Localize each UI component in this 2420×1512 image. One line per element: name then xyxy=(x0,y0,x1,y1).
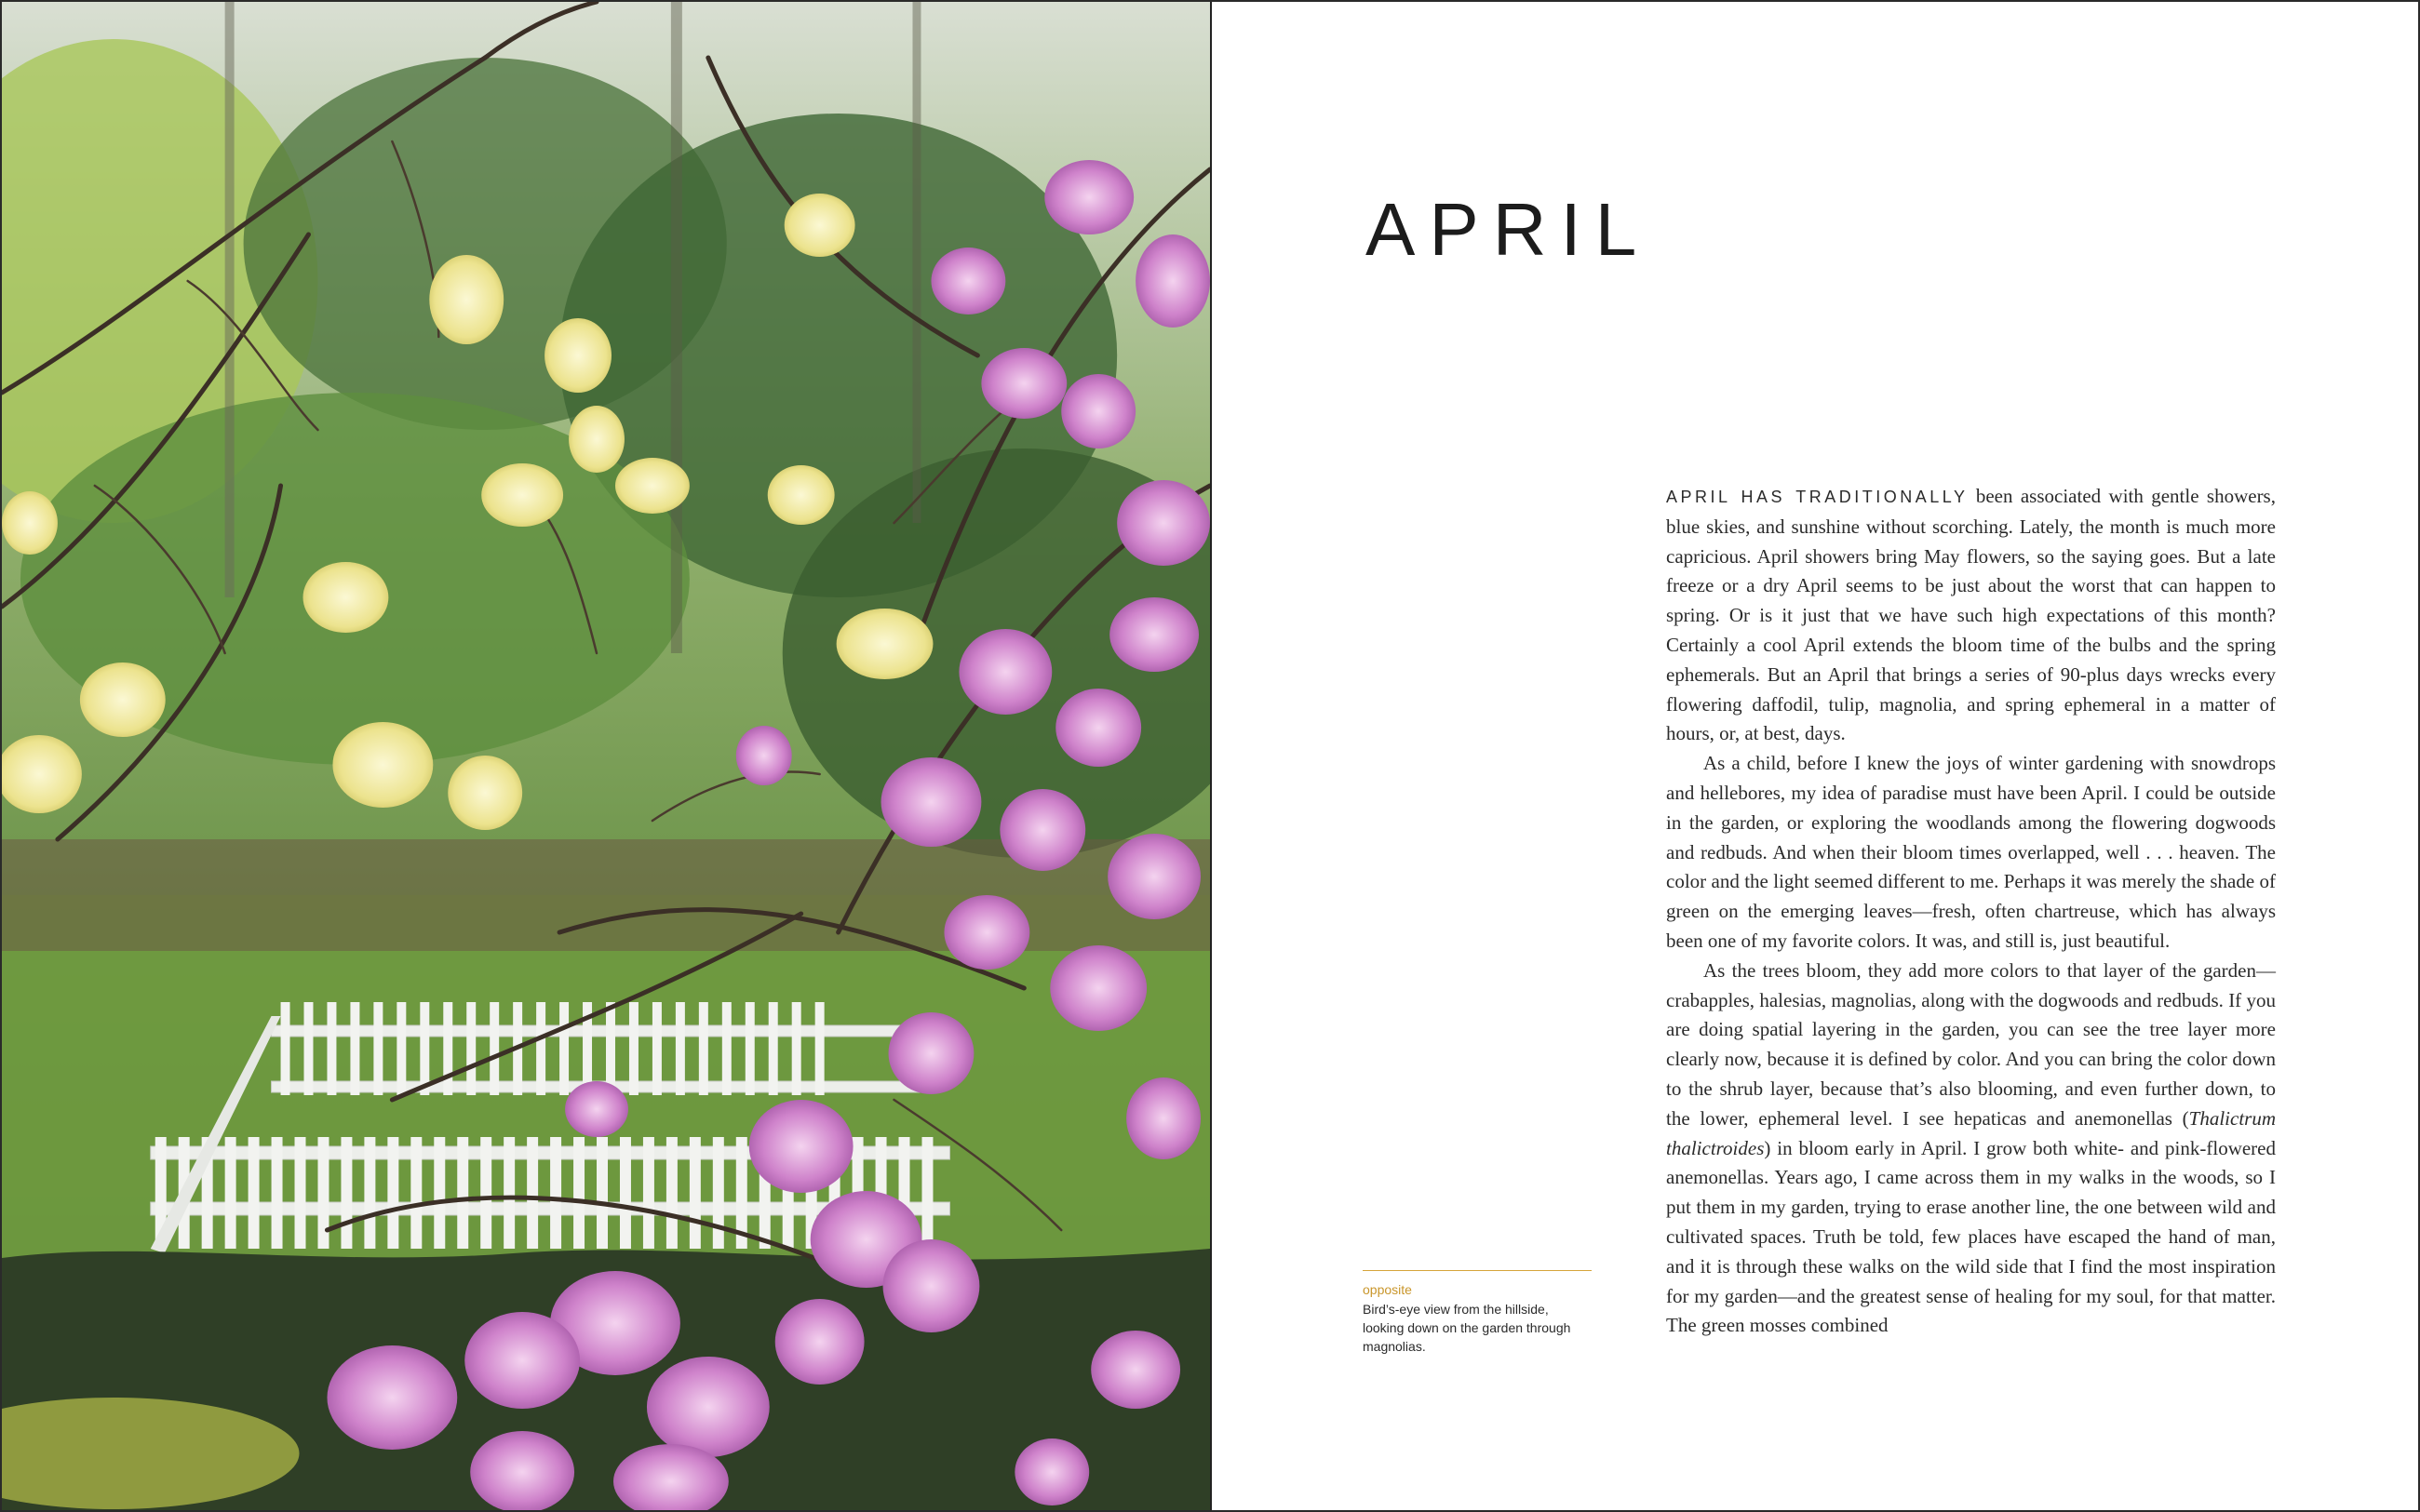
caption-label: opposite xyxy=(1363,1282,1412,1297)
paragraph-1-text: been associated with gentle showers, blue skies, and sunshine without scorching. Lately, the month is much more capricious. April showers bring May flowers, so the saying goes. But a late freeze or a dry April seems to be just about the worst that can happen to spring. Or is it just that we have such high expectations of this month? Certainly a cool April extends the bloom time of the bulbs and the spring ephemerals. But an April that brings a series of 90-plus days wrecks every flowering daffodil, tulip, magnolia, and spring ephemeral in a matter of hours, or, at best, days. xyxy=(1666,485,2276,745)
caption-text: Bird’s-eye view from the hillside, looking down on the garden through magnolias. xyxy=(1363,1302,1571,1354)
magnolia-garden-photo xyxy=(2,2,1212,1512)
paragraph-3-text-b: ) in bloom early in April. I grow both white- and pink-flowered anemonellas. Years ago, I came across them in my walks in the woods, so I put them in my garden, trying to erase another line, the one between wild and cultivated spaces. Truth be told, few places have escaped the hand of man, and it is through these walks on the wild side that I find the most inspiration for my garden—and the greatest sense of healing for my soul, for that matter. The green mosses combined xyxy=(1666,1136,2276,1337)
chapter-title: APRIL xyxy=(1365,188,1651,271)
photo-illustration xyxy=(2,2,1210,1512)
paragraph-2: As a child, before I knew the joys of winter gardening with snowdrops and hellebores, my idea of paradise must have been April. I could be outside in the garden, or exploring the woodlands among the flowering dogwoods and redbuds. And when their bloom times overlapped, well . . . heaven. The color and the light seemed different to me. Perhaps it was merely the shade of green on the emerging leaves—fresh, often chartreuse, which has always been one of my favorite colors. It was, and still is, just beautiful. xyxy=(1666,752,2276,952)
text-page xyxy=(1212,2,2420,1512)
paragraph-3-text-a: As the trees bloom, they add more colors to that layer of the garden—crabapples, halesias, magnolias, along with the dogwoods and redbuds. If you are doing spatial layering in the garden, you can see the tree layer more clearly now, because it is defined by color. And you can bring the color down to the shrub layer, because that’s also blooming, and even further down, to the lower, ephemeral level. I see hepaticas and anemonellas ( xyxy=(1666,958,2276,1130)
species-name: Thalictrum thalictroides xyxy=(1666,1106,2276,1159)
lead-in-caps: APRIL HAS TRADITIONALLY xyxy=(1666,488,1969,506)
paragraph-3 xyxy=(1666,957,2276,1341)
photo-caption xyxy=(1363,1270,1592,1356)
body-text xyxy=(1666,482,2276,1341)
paragraph-1 xyxy=(1666,482,2276,749)
